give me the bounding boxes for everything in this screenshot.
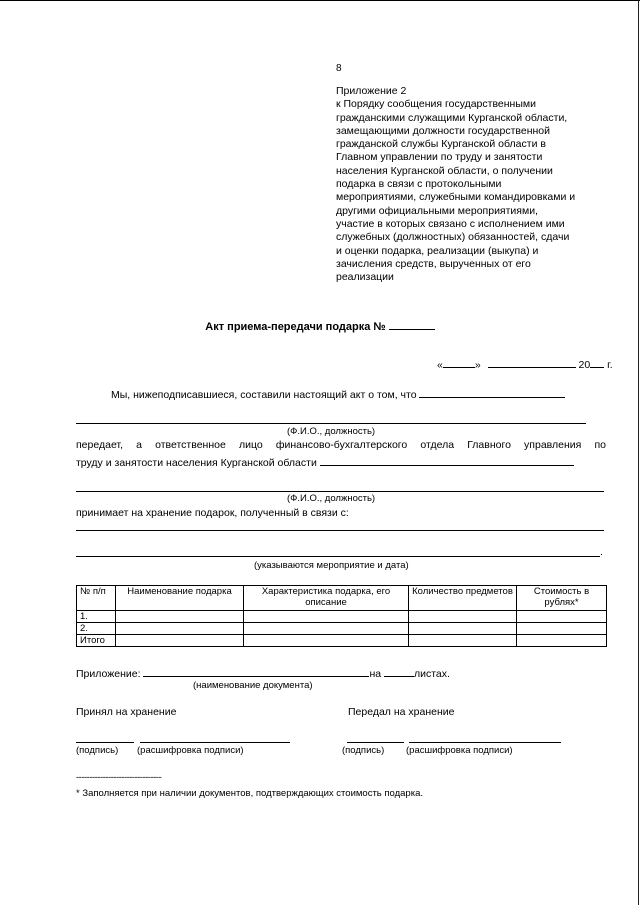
attachment-document-field[interactable] [143,666,369,677]
act-title [0,319,640,333]
appendix-line: Приложение 2 [336,85,407,97]
date-year-prefix: 20 [578,359,591,371]
cell-quantity[interactable] [409,623,517,635]
table-total-row [77,635,607,647]
cell-gift-name[interactable] [116,611,244,623]
date-month-field[interactable] [488,357,576,368]
right-decoding-line[interactable] [409,742,561,743]
appendix-line: зачисления средств, вырученных от его [336,257,531,270]
event-line-period: . [600,546,603,558]
table-row [77,623,607,635]
date-year-suffix: г. [607,359,613,371]
responsible-person-field[interactable] [320,455,574,466]
cell-description[interactable] [244,611,409,623]
cell-gift-name[interactable] [116,635,244,647]
right-signature-caption: (подпись) [342,745,385,756]
cell-quantity[interactable] [409,611,517,623]
appendix-line: замещающими должности государственной [336,124,550,137]
table-row [77,611,607,623]
row-number: 2. [77,623,116,635]
left-signature-line[interactable] [76,742,134,743]
cell-cost[interactable] [517,611,607,623]
appendix-line: к Порядку сообщения государственными [336,98,536,111]
intro-field[interactable] [419,387,565,398]
act-number-field[interactable] [389,319,435,330]
received-label: Принял на хранение [76,706,177,718]
appendix-line: Главном управлении по труду и занятости [336,151,543,164]
cell-description[interactable] [244,635,409,647]
appendix-block [336,85,616,284]
gift-table [76,585,607,647]
event-line-1[interactable] [76,530,604,531]
appendix-line: служебных (должностных) обязанностей, сдачи [336,231,570,244]
cell-cost[interactable] [517,635,607,647]
page-right-edge [638,0,639,905]
date-close-quote: » [474,359,481,371]
cell-cost[interactable] [517,623,607,635]
attachment-sheets: листах. [414,668,450,680]
event-line-2[interactable] [76,556,600,557]
cell-description[interactable] [244,623,409,635]
attachment-label: Приложение: [76,668,141,680]
act-title-text: Акт приема-передачи подарка № [205,321,386,333]
right-signature-line[interactable] [347,742,404,743]
page-number: 8 [336,63,342,74]
transfers-line-2 [76,455,574,469]
attachment-on: на [369,668,382,680]
row-total-label: Итого [77,635,116,647]
transfers-line-2-text: труду и занятости населения Курганской области [76,457,317,469]
header-gift-name: Наименование подарка [116,586,244,611]
date-year-field[interactable] [590,357,604,368]
transfers-line-1: передает, а ответственное лицо финансово-бухгалтерского отдела Главного управления по [76,439,606,451]
accepts-text: принимает на хранение подарок, полученный в связи с: [76,507,349,519]
left-decoding-line[interactable] [140,742,290,743]
left-decoding-caption: (расшифровка подписи) [137,745,244,756]
appendix-line: мероприятиями, служебными командировками и [336,191,576,204]
appendix-line: и оценки подарка, реализации (выкупа) и [336,244,539,257]
fio-caption-1: (Ф.И.О., должность) [287,426,376,437]
appendix-line: подарка в связи с протокольными [336,178,502,191]
handed-label: Передал на хранение [348,706,455,718]
appendix-line: населения Курганской области, о получении [336,164,553,177]
header-number: № п/п [77,586,116,611]
row-number: 1. [77,611,116,623]
date-line [437,357,613,371]
appendix-line: гражданскими служащими Курганской области, [336,111,568,124]
date-day-field[interactable] [443,357,475,368]
intro-line [111,387,565,401]
cell-gift-name[interactable] [116,623,244,635]
table-header-row [77,586,607,611]
left-signature-caption: (подпись) [76,745,119,756]
cell-quantity[interactable] [409,635,517,647]
header-cost: Стоимость в рублях* [517,586,607,611]
appendix-line: реализации [336,271,394,284]
header-quantity: Количество предметов [409,586,517,611]
fio-line-2[interactable] [76,491,604,492]
event-caption: (указываются мероприятие и дата) [254,560,409,571]
date-open-quote: « [437,359,443,371]
fio-line-1[interactable] [76,423,586,424]
header-description: Характеристика подарка, его описание [244,586,409,611]
attachment-caption: (наименование документа) [193,680,313,691]
appendix-line: гражданской службы Курганской области в [336,138,546,151]
footnote-rule: -------------------------------- [76,772,162,783]
attachment-line [76,666,450,680]
attachment-sheets-field[interactable] [384,666,414,677]
footnote-text: * Заполняется при наличии документов, подтверждающих стоимость подарка. [76,788,424,799]
intro-text: Мы, нижеподписавшиеся, составили настоящий акт о том, что [111,389,417,401]
right-decoding-caption: (расшифровка подписи) [406,745,513,756]
page-top-edge [0,0,640,1]
fio-caption-2: (Ф.И.О., должность) [287,493,376,504]
appendix-line: участие в которых связано с исполнением ими [336,217,565,230]
appendix-line: другими официальными мероприятиями, [336,204,538,217]
